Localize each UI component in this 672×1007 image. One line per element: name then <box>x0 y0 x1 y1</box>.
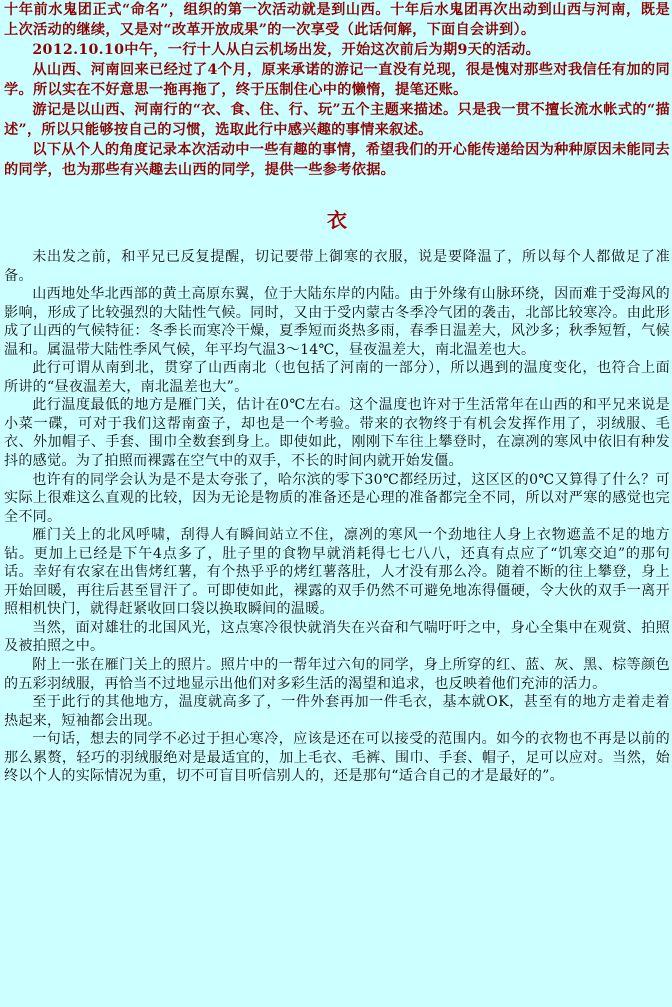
body-paragraph-3: 此行可谓从南到北，贯穿了山西南北（也包括了河南的一部分），所以遇到的温度变化，也符合上面所讲的“昼夜温差大，南北温差也大”。 <box>4 360 670 395</box>
body-paragraph-7: 当然，面对雄壮的北国风光，这点寒冷很快就消失在兴奋和气喘吁吁之中，身心全集中在观赏、拍照及被拍照之中。 <box>4 619 670 655</box>
body-paragraph-1: 未出发之前，和平兄已反复提醒，切记要带上御寒的衣服，说是要降温了，所以每个人都做足了准备。 <box>4 249 670 284</box>
intro-paragraph-4: 游记是以山西、河南行的“衣、食、住、行、玩”五个主题来描述。只是我一贯不擅长流水帐式的“描述”，所以只能够按自己的习惯，选取此行中感兴趣的事情来叙述。 <box>4 102 670 138</box>
body-paragraph-9: 至于此行的其他地方，温度就高多了，一件外套再加一件毛衣，基本就OK，甚至有的地方走着走着热起来，短袖都会出现。 <box>4 694 670 729</box>
intro-paragraph-3: 从山西、河南回来已经过了4个月，原来承诺的游记一直没有兑现，很是愧对那些对我信任有加的同学。所以实在不好意思一拖再拖了，终于压制住心中的懒惰，提笔还账。 <box>4 62 670 98</box>
body-paragraph-4: 此行温度最低的地方是雁门关，估计在0℃左右。这个温度也许对于生活常年在山西的和平兄来说是小菜一碟，可对于我们这帮南蛮子，却也是一个考验。带来的衣物终于有机会发挥作用了，羽绒服、毛衣、外加帽子、手套、围巾全数套到身上。即使如此，刚刚下车往上攀登时，在凛冽的寒风中依旧有种发抖的感觉。为了拍照而裸露在空气中的双手，不长的时间内就开始发僵。 <box>4 397 670 470</box>
intro-paragraph-5: 以下从个人的角度记录本次活动中一些有趣的事情，希望我们的开心能传递给因为种种原因未能同去的同学，也为那些有兴趣去山西的同学，提供一些参考依据。 <box>4 142 670 178</box>
intro-paragraph-2: 2012.10.10中午，一行十人从白云机场出发，开始这次前后为期9天的活动。 <box>32 42 541 58</box>
clothing-section <box>4 248 670 786</box>
intro-paragraph-1: 十年前水鬼团正式“命名”，组织的第一次活动就是到山西。十年后水鬼团再次出动到山西与河南，既是上次活动的继续，又是对“改革开放成果”的一次享受（此话何解，下面自会讲到）。 <box>4 2 670 38</box>
body-paragraph-10: 一句话，想去的同学不必过于担心寒冷，应该是还在可以接受的范围内。如今的衣物也不再是以前的那么累赘，轻巧的羽绒服绝对是最适宜的，加上毛衣、毛裤、围巾、手套、帽子，足可以应对。当然，始终以个人的实际情况为重，切不可盲目听信别人的，还是那句“适合自己的才是最好的”。 <box>4 731 670 785</box>
body-paragraph-8: 附上一张在雁门关上的照片。照片中的一帮年过六旬的同学，身上所穿的红、蓝、灰、黑、棕等颜色的五彩羽绒服，再恰当不过地显示出他们对多彩生活的渴望和追求，也反映着他们充沛的活力。 <box>4 657 670 692</box>
body-paragraph-6: 雁门关上的北风呼啸，刮得人有瞬间站立不住，凛冽的寒风一个劲地往人身上衣物遮盖不足的地方钻。更加上已经是下午4点多了，肚子里的食物早就消耗得七七八八，还真有点应了“饥寒交迫”的那句话。幸好有农家在出售烤红薯，有个热乎乎的烤红薯落肚，人才没有那么冷。随着不断的往上攀登，身上开始回暖，再往后甚至冒汗了。可即使如此，裸露的双手仍然不可避免地冻得僵硬，令大伙的双手一离开照相机快门，就得赶紧收回口袋以换取瞬间的温暖。 <box>4 527 670 618</box>
body-paragraph-5: 也许有的同学会认为是不是太夸张了，哈尔滨的零下30℃都经历过，这区区的0℃又算得了什么？可实际上很难这么直观的比较，因为无论是物质的准备还是心理的准备都完全不同，所以对严寒的感觉也完全不同。 <box>4 471 670 525</box>
section-title: 衣 <box>327 208 347 232</box>
intro-section <box>4 0 670 180</box>
body-paragraph-2: 山西地处华北西部的黄土高原东翼，位于大陆东岸的内陆。由于外缘有山脉环绕，因而难于受海风的影响，形成了比较强烈的大陆性气候。同时，又由于受内蒙古冬季冷气团的袭击，北部比较寒冷。由此形成了山西的气候特征：冬季长而寒冷干燥，夏季短而炎热多雨，春季日温差大，风沙多；秋季短暂，气候温和。属温带大陆性季风气候，年平均气温3～14℃，昼夜温差大，南北温差也大。 <box>4 286 670 358</box>
